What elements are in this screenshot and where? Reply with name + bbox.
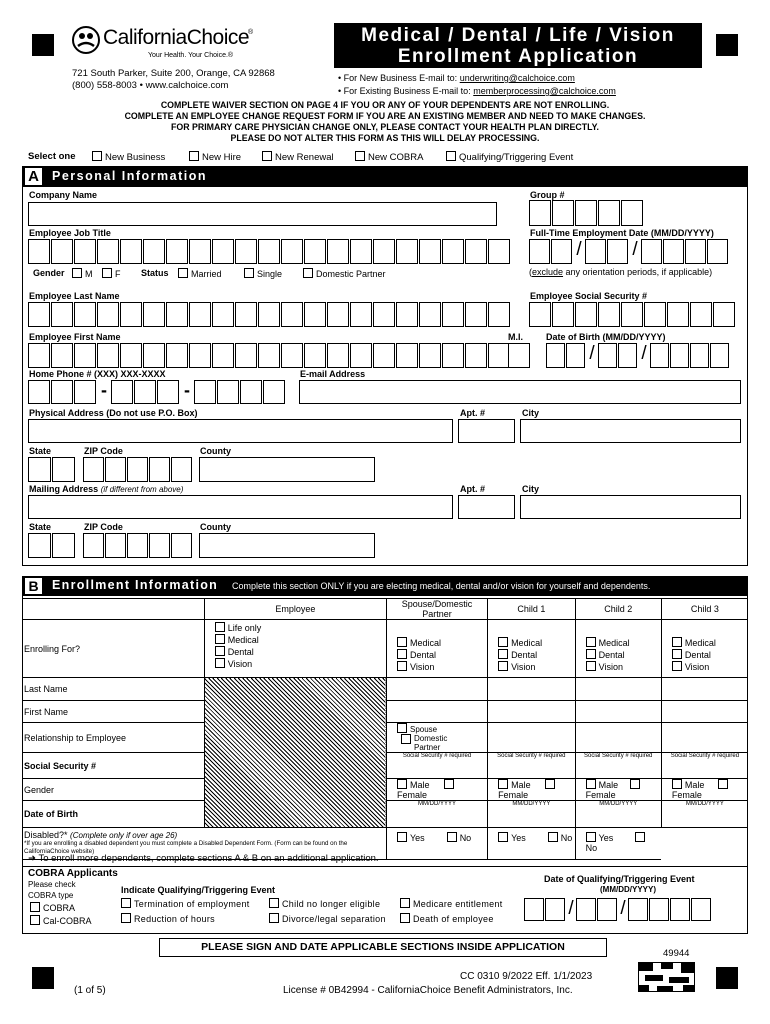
county-label: County: [200, 446, 231, 456]
physical-address-label: Physical Address (Do not use P.O. Box): [29, 408, 198, 418]
mailing-address-label: Mailing Address (if different from above): [29, 484, 184, 494]
form-code: 49944: [663, 948, 690, 959]
gender-row: Gender: [33, 268, 65, 278]
dental-option[interactable]: Dental: [672, 649, 746, 661]
divider: [22, 866, 748, 867]
yes-option[interactable]: Yes: [397, 833, 425, 843]
mailing-city-label: City: [522, 484, 540, 494]
enrollment-table: [22, 598, 748, 860]
checkbox[interactable]: [446, 151, 456, 161]
home-phone-label: Home Phone # (XXX) XXX-XXXX: [29, 369, 166, 379]
row-ssn-label: Social Security #: [22, 753, 204, 779]
home-phone-field[interactable]: - -: [28, 380, 286, 404]
male-option[interactable]: Male: [586, 780, 619, 790]
mi-field[interactable]: [508, 343, 530, 368]
option-new-renewal[interactable]: New Renewal: [262, 151, 334, 163]
more-dependents-note: ➜ To enroll more dependents, complete sections A & B on an additional application.: [28, 853, 379, 864]
form-id: CC 0310 9/2022 Eff. 1/1/2023: [460, 971, 593, 982]
dental-option[interactable]: Dental: [586, 649, 659, 661]
no-option[interactable]: No: [548, 833, 573, 843]
checkbox[interactable]: [262, 151, 272, 161]
form-title-line1: Medical / Dental / Life / Vision: [361, 25, 675, 46]
dental-option[interactable]: Dental: [215, 646, 384, 658]
col-employee: Employee: [204, 599, 386, 620]
barcode: [638, 962, 695, 992]
event-termination-option[interactable]: Termination of employment: [121, 898, 250, 909]
vision-option[interactable]: Vision: [215, 658, 384, 670]
event-medicare-option[interactable]: Medicare entitlement: [400, 898, 503, 909]
dob-cell[interactable]: MM/DD/YYYY: [387, 801, 488, 828]
medical-option[interactable]: Medical: [498, 637, 573, 649]
relationship-cell[interactable]: [661, 723, 748, 753]
mailing-address-field[interactable]: [28, 495, 453, 519]
checkbox[interactable]: [303, 268, 313, 278]
exclude-note: (exclude any orientation periods, if applicable): [529, 267, 713, 277]
job-title-label: Employee Job Title: [29, 228, 111, 238]
ssn-field[interactable]: [529, 302, 736, 327]
zip-label: ZIP Code: [84, 446, 123, 456]
state-field[interactable]: [28, 457, 76, 482]
child2-coverage: [575, 620, 661, 678]
state-label: State: [29, 446, 52, 456]
registration-mark: [716, 967, 738, 989]
status-domestic-option[interactable]: Domestic Partner: [303, 268, 386, 279]
event-child-ineligible-option[interactable]: Child no longer eligible: [269, 898, 380, 909]
row-disabled-label: Disabled?* (Complete only if over age 26) *If you are enrolling a disabled dependent you must complete a Disabled Dependent Form. (Form can be found on the CaliforniaChoice website): [22, 828, 387, 860]
employee-hatched-cell: [204, 678, 386, 828]
male-option[interactable]: Male: [397, 780, 430, 790]
disabled-cell: [387, 828, 488, 860]
col-spouse: Spouse/Domestic Partner: [387, 599, 488, 620]
option-new-hire[interactable]: New Hire: [189, 151, 241, 163]
event-divorce-option[interactable]: Divorce/legal separation: [269, 913, 386, 924]
status-single-option[interactable]: Single: [244, 268, 282, 279]
checkbox[interactable]: [92, 151, 102, 161]
mailing-state-label: State: [29, 522, 52, 532]
vision-option[interactable]: Vision: [672, 661, 746, 673]
city-label: City: [522, 408, 540, 418]
no-option[interactable]: No: [586, 833, 649, 853]
first-name-cell[interactable]: [387, 701, 488, 723]
female-option[interactable]: Female: [586, 780, 644, 800]
email-new-link[interactable]: underwriting@calchoice.com: [459, 73, 575, 83]
arrow-right-icon: ➜: [28, 853, 36, 864]
row-enrolling-label: Enrolling For?: [22, 620, 204, 678]
option-qualifying-event[interactable]: Qualifying/Triggering Event: [446, 151, 573, 163]
logo-brand: CaliforniaChoice: [103, 26, 250, 49]
employee-coverage: [204, 620, 386, 678]
section-b-letter: B: [25, 578, 42, 594]
status-married-option[interactable]: Married: [178, 268, 222, 279]
last-name-cell[interactable]: [661, 678, 748, 701]
gender-female-option[interactable]: F: [102, 268, 121, 279]
gender-cell: [488, 779, 576, 801]
no-option[interactable]: No: [447, 833, 472, 843]
job-title-field[interactable]: [28, 239, 511, 264]
row-relationship-label: Relationship to Employee: [22, 723, 204, 753]
row-first-name-label: First Name: [22, 701, 204, 723]
medical-option[interactable]: Medical: [397, 637, 485, 649]
checkbox[interactable]: [355, 151, 365, 161]
checkbox[interactable]: [178, 268, 188, 278]
first-name-cell[interactable]: [575, 701, 661, 723]
medical-option[interactable]: Medical: [215, 634, 384, 646]
mailing-county-field[interactable]: [199, 533, 375, 558]
company-phone-web: (800) 558-8003 • www.calchoice.com: [72, 80, 229, 91]
gender-cell: [387, 779, 488, 801]
mailing-city-field[interactable]: [520, 495, 741, 519]
ssn-cell[interactable]: Social Security # required: [575, 753, 661, 779]
gender-male-option[interactable]: M: [72, 268, 93, 279]
female-option[interactable]: Female: [672, 780, 732, 800]
notices: COMPLETE WAIVER SECTION ON PAGE 4 IF YOU OR ANY OF YOUR DEPENDENTS ARE NOT ENROLLING. COMPLETE AN EMPLOYEE CHANGE REQUEST FORM IF YOU ARE AN EXISTING MEMBER AND NEED TO MAKE CHANGES. FOR PRIMARY CARE PHYSICIAN CHANGE ONLY, PLEASE CONTACT YOUR HEALTH PLAN DIRECTLY. PLEASE DO NOT ALTER THIS FORM AS THIS WILL DELAY PROCESSING.: [124, 100, 646, 143]
medical-option[interactable]: Medical: [672, 637, 746, 649]
ssn-label: Employee Social Security #: [530, 291, 648, 301]
apt-field[interactable]: [458, 419, 515, 443]
first-name-label: Employee First Name: [29, 332, 121, 342]
relationship-cell: [387, 723, 488, 753]
col-child1: Child 1: [488, 599, 576, 620]
apt-label: Apt. #: [460, 408, 486, 418]
relationship-cell[interactable]: [488, 723, 576, 753]
company-logo: [72, 24, 262, 64]
medical-option[interactable]: Medical: [586, 637, 659, 649]
child1-coverage: [488, 620, 576, 678]
mailing-apt-label: Apt. #: [460, 484, 486, 494]
col-child3: Child 3: [661, 599, 748, 620]
dob-cell[interactable]: MM/DD/YYYY: [488, 801, 576, 828]
group-number-field[interactable]: [529, 200, 644, 226]
email-field[interactable]: [299, 380, 741, 404]
male-option[interactable]: Male: [498, 780, 531, 790]
life-only-option[interactable]: Life only: [215, 622, 384, 634]
email-existing-business: • For Existing Business E-mail to: memberprocessing@calchoice.com: [338, 86, 616, 96]
event-date-field[interactable]: / /: [524, 898, 712, 921]
mailing-zip-field[interactable]: [83, 533, 193, 558]
cobra-type-label: COBRA type: [28, 891, 74, 900]
status-label: Status: [141, 268, 169, 278]
sign-notice: PLEASE SIGN AND DATE APPLICABLE SECTIONS INSIDE APPLICATION: [159, 938, 607, 957]
vision-option[interactable]: Vision: [397, 661, 485, 673]
group-label: Group #: [530, 190, 565, 200]
last-name-cell[interactable]: [488, 678, 576, 701]
ssn-cell[interactable]: Social Security # required: [387, 753, 488, 779]
logo-tagline: Your Health. Your Choice.®: [148, 52, 234, 59]
vision-option[interactable]: Vision: [586, 661, 659, 673]
col-child2: Child 2: [575, 599, 661, 620]
registration-mark: [32, 34, 54, 56]
option-new-business[interactable]: New Business: [92, 151, 165, 163]
male-option[interactable]: Male: [672, 780, 705, 790]
checkbox[interactable]: [244, 268, 254, 278]
gender-cell: [575, 779, 661, 801]
yes-option[interactable]: Yes: [586, 833, 614, 843]
child3-coverage: [661, 620, 748, 678]
event-reduction-hours-option[interactable]: Reduction of hours: [121, 913, 215, 924]
cobra-type-option[interactable]: COBRA: [30, 902, 75, 913]
checkbox[interactable]: [102, 268, 112, 278]
company-name-field[interactable]: [28, 202, 497, 226]
cobra-please-check: Please check: [28, 880, 76, 889]
vision-option[interactable]: Vision: [498, 661, 573, 673]
yes-option[interactable]: Yes: [498, 833, 526, 843]
female-option[interactable]: Female: [498, 780, 558, 800]
fulltime-date-field[interactable]: / /: [529, 239, 729, 264]
gender-cell: [661, 779, 748, 801]
checkbox[interactable]: [189, 151, 199, 161]
event-death-option[interactable]: Death of employee: [400, 913, 494, 924]
fulltime-date-label: Full-Time Employment Date (MM/DD/YYYY): [530, 228, 714, 238]
last-name-label: Employee Last Name: [29, 291, 120, 301]
mailing-zip-label: ZIP Code: [84, 522, 123, 532]
section-a-title: Personal Information: [52, 169, 208, 183]
female-option[interactable]: Female: [397, 780, 457, 800]
mailing-state-field[interactable]: [28, 533, 76, 558]
title-banner: [334, 23, 702, 68]
email-existing-link[interactable]: memberprocessing@calchoice.com: [473, 86, 616, 96]
city-field[interactable]: [520, 419, 741, 443]
disabled-cell: [488, 828, 576, 860]
last-name-cell[interactable]: [575, 678, 661, 701]
last-name-field[interactable]: [28, 302, 511, 327]
mailing-county-label: County: [200, 522, 231, 532]
mi-label: M.I.: [508, 332, 523, 342]
physical-address-field[interactable]: [28, 419, 453, 443]
registration-mark: [32, 967, 54, 989]
first-name-cell[interactable]: [488, 701, 576, 723]
first-name-field[interactable]: [28, 343, 511, 368]
domestic-partner-option[interactable]: Domestic Partner: [401, 734, 454, 752]
section-b-title: Enrollment Information: [52, 578, 219, 592]
dob-cell[interactable]: MM/DD/YYYY: [661, 801, 748, 828]
select-one-row: Select one: [28, 151, 76, 162]
first-name-cell[interactable]: [661, 701, 748, 723]
event-date-format: (MM/DD/YYYY): [600, 885, 656, 894]
indicate-event-label: Indicate Qualifying/Triggering Event: [121, 885, 276, 895]
form-title-line2: Enrollment Application: [397, 46, 639, 67]
spouse-option[interactable]: Spouse: [397, 725, 437, 734]
dental-option[interactable]: Dental: [397, 649, 485, 661]
logo-icon: [72, 26, 100, 54]
relationship-cell[interactable]: [575, 723, 661, 753]
company-name-label: Company Name: [29, 190, 98, 200]
last-name-cell[interactable]: [387, 678, 488, 701]
county-field[interactable]: [199, 457, 375, 482]
zip-field[interactable]: [83, 457, 193, 482]
section-b-subtitle: Complete this section ONLY if you are electing medical, dental and/or vision for yourself and dependents.: [232, 581, 651, 591]
row-gender-label: Gender: [22, 779, 204, 801]
dob-field[interactable]: / /: [546, 343, 730, 368]
spouse-coverage: [387, 620, 488, 678]
mailing-apt-field[interactable]: [458, 495, 515, 519]
dob-label: Date of Birth (MM/DD/YYYY): [546, 332, 666, 342]
license: License # 0B42994 - CaliforniaChoice Benefit Administrators, Inc.: [283, 985, 573, 996]
page-number: (1 of 5): [74, 985, 106, 996]
cobra-title: COBRA Applicants: [28, 868, 118, 879]
ssn-cell[interactable]: Social Security # required: [488, 753, 576, 779]
option-new-cobra[interactable]: New COBRA: [355, 151, 423, 163]
ssn-cell[interactable]: Social Security # required: [661, 753, 748, 779]
dental-option[interactable]: Dental: [498, 649, 573, 661]
checkbox[interactable]: [72, 268, 82, 278]
dob-cell[interactable]: MM/DD/YYYY: [575, 801, 661, 828]
event-date-label: Date of Qualifying/Triggering Event: [544, 874, 695, 884]
registration-mark: [716, 34, 738, 56]
email-new-business: • For New Business E-mail to: underwriting@calchoice.com: [338, 73, 575, 83]
company-address: 721 South Parker, Suite 200, Orange, CA 92868: [72, 68, 275, 79]
row-dob-label: Date of Birth: [22, 801, 204, 828]
logo-trademark: ®: [248, 29, 254, 36]
row-last-name-label: Last Name: [22, 678, 204, 701]
section-a-letter: A: [25, 168, 42, 185]
email-label: E-mail Address: [300, 369, 366, 379]
cal-cobra-type-option[interactable]: Cal-COBRA: [30, 915, 92, 926]
disabled-cell: [575, 828, 661, 860]
